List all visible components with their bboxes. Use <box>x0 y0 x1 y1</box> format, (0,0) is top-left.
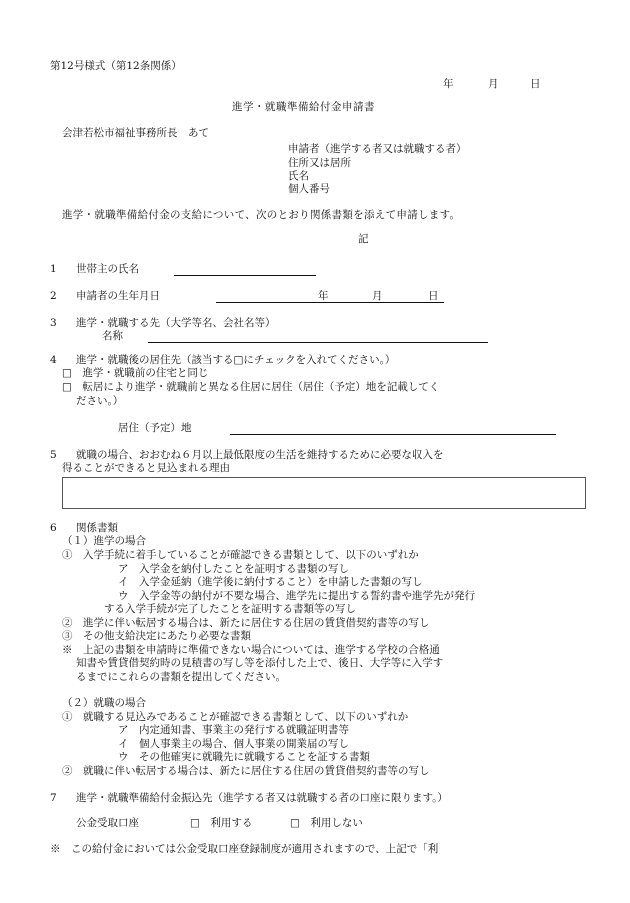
s6-part2-title: （２）就職の場合 <box>62 697 146 709</box>
s3-name-label: 名称 <box>102 330 123 342</box>
s2-label: 申請者の生年月日 <box>76 290 160 302</box>
s7-number: 7 <box>50 792 57 804</box>
s6-p1-line: 知書や賃貸借契約時の見積書の写し等を添付した上で、後日、大学等に入学す <box>76 657 444 669</box>
s6-p1-line: ア 入学金を納付したことを証明する書類の写し <box>118 563 349 575</box>
document-title: 進学・就職準備給付金申請書 <box>232 101 375 113</box>
date-year-label: 年 <box>443 78 454 90</box>
s7-label: 進学・就職準備給付金振込先（進学する者又は就職する者の口座に限ります。） <box>76 792 448 804</box>
date-day-label: 日 <box>530 78 541 90</box>
form-number: 第12号様式（第12条関係） <box>50 60 182 72</box>
s4-number: 4 <box>50 354 57 366</box>
s2-birthdate-field[interactable] <box>216 302 444 303</box>
s2-month-label: 月 <box>372 290 383 302</box>
s5-number: 5 <box>50 449 57 461</box>
s1-householder-name-field[interactable] <box>174 275 316 276</box>
s1-number: 1 <box>50 263 57 275</box>
s5-line1: 就職の場合、おおむね６月以上最低限度の生活を維持するために必要な収入を <box>76 449 444 461</box>
s4-option-new-residence[interactable]: □ 転居により進学・就職前と異なる住居に居住（居住（予定）地を記載してく <box>62 381 440 393</box>
ki-heading: 記 <box>358 233 369 245</box>
s6-p1-line: るまでにこれらの書類を提出してください。 <box>76 671 286 683</box>
s4-residence-field[interactable] <box>230 434 556 435</box>
s6-p1-line: ③ その他支給決定にあたり必要な書類 <box>62 630 251 642</box>
s6-part1-title: （１）進学の場合 <box>62 535 146 547</box>
s6-p1-line: ウ 入学金等の納付が不要な場合、進学先に提出する誓約書や進学先が発行 <box>118 590 475 602</box>
s6-p1-line: イ 入学金延納（進学後に納付すること）を申請した書類の写し <box>118 576 423 588</box>
s6-p2-line: ② 就職に伴い転居する場合は、新たに居住する住居の賃貸借契約書等の写し <box>62 765 430 777</box>
s7-use-checkbox[interactable]: □ 利用する <box>190 817 253 829</box>
s6-number: 6 <box>50 522 57 534</box>
s2-day-label: 日 <box>428 290 439 302</box>
footer-note: ※ この給付金においては公金受取口座登録制度が適用されますので、上記で「利 <box>50 843 439 855</box>
s5-reason-textbox[interactable] <box>62 477 586 509</box>
s4-label: 進学・就職後の居住先（該当する□にチェックを入れてください。） <box>76 354 396 366</box>
intro-text: 進学・就職準備給付金の支給について、次のとおり関係書類を添えて申請します。 <box>62 209 461 221</box>
applicant-name-label: 氏名 <box>288 170 309 182</box>
s3-destination-name-field[interactable] <box>148 342 488 343</box>
s6-p1-line: する入学手続が完了したことを証明する書類等の写し <box>104 603 356 615</box>
s6-p2-line: ウ その他確実に就職先に就職することを証する書類 <box>118 751 370 763</box>
applicant-address-label: 住所又は居所 <box>288 157 351 169</box>
applicant-id-label: 個人番号 <box>288 183 330 195</box>
s6-p2-line: ① 就職する見込みであることが確認できる書類として、以下のいずれか <box>62 711 409 723</box>
s6-p2-line: ア 内定通知書、事業主の発行する就職証明書等 <box>118 724 349 736</box>
s7-no-use-checkbox[interactable]: □ 利用しない <box>290 817 363 829</box>
s4-residence-label: 居住（予定）地 <box>118 422 192 434</box>
s1-label: 世帯主の氏名 <box>76 263 139 275</box>
s3-label: 進学・就職する先（大学等名、会社名等） <box>76 317 276 329</box>
s6-p2-line: イ 個人事業主の場合、個人事業の開業届の写し <box>118 738 349 750</box>
s2-number: 2 <box>50 290 57 302</box>
s6-p1-line: ② 進学に伴い転居する場合は、新たに居住する住居の賃貸借契約書等の写し <box>62 617 430 629</box>
addressee: 会津若松市福祉事務所長 あて <box>62 127 209 139</box>
s3-number: 3 <box>50 317 57 329</box>
s6-label: 関係書類 <box>76 522 118 534</box>
s4-option-same-residence[interactable]: □ 進学・就職前の住宅と同じ <box>62 367 209 379</box>
s6-p1-line: ※ 上記の書類を申請時に準備できない場合については、進学する学校の合格通 <box>62 644 440 656</box>
applicant-label: 申請者（進学する者又は就職する者） <box>288 143 467 155</box>
s7-account-label: 公金受取口座 <box>76 817 139 829</box>
date-month-label: 月 <box>488 78 499 90</box>
s6-p1-line: ① 入学手続に着手していることが確認できる書類として、以下のいずれか <box>62 549 419 561</box>
s5-line2: 得ることができると見込まれる理由 <box>62 462 230 474</box>
s2-year-label: 年 <box>318 290 329 302</box>
s4-option-new-residence-cont: ださい。） <box>76 395 124 407</box>
